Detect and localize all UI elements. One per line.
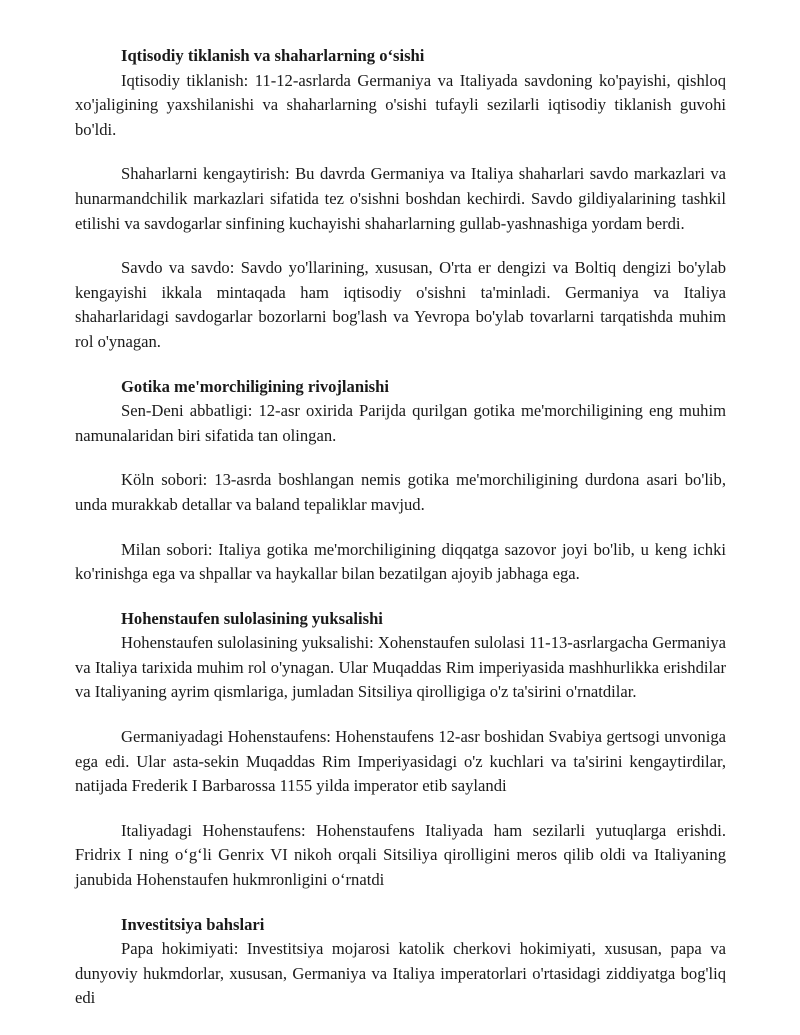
paragraph: Shaharlarni kengaytirish: Bu davrda Germaniya va Italiya shaharlari savdo markazlari va hunarmandchilik markazlari sifatida tez o'sishni boshdan kechirdi. Savdo gildiyalarining tashkil etilishi va savdogarlar sinfining kuchayishi shaharlarning gullab-yashnashiga yordam berdi. <box>75 164 726 233</box>
section-heading: Investitsiya bahslari <box>121 914 265 934</box>
section-gothic-architecture <box>75 375 726 587</box>
paragraph: Hohenstaufen sulolasining yuksalishi: Xohenstaufen sulolasi 11-13-asrlargacha Germaniya va Italiya tarixida muhim rol o'ynagan. Ular Muqaddas Rim imperiyasida mashhurlikka erishdilar va Italiyaning ayrim qismlariga, jumladan Sitsiliya qirolligiga o'z ta'sirini o'rnatdilar. <box>75 633 726 702</box>
section-investiture <box>75 913 726 1011</box>
section-economic-recovery <box>75 44 726 355</box>
paragraph: Köln sobori: 13-asrda boshlangan nemis gotika me'morchiligining durdona asari bo'lib, unda murakkab detallar va baland tepaliklar mavjud. <box>75 470 726 514</box>
section-hohenstaufen <box>75 607 726 893</box>
section-heading: Hohenstaufen sulolasining yuksalishi <box>121 608 383 628</box>
paragraph: Germaniyadagi Hohenstaufens: Hohenstaufens 12-asr boshidan Svabiya gertsogi unvoniga ega edi. Ular asta-sekin Muqaddas Rim Imperiyasidagi o'z kuchlari va ta'sirini kengaytirdilar, natijada Frederik I Barbarossa 1155 yilda imperator etib saylandi <box>75 727 726 796</box>
paragraph: Iqtisodiy tiklanish: 11-12-asrlarda Germaniya va Italiyada savdoning ko'payishi, qishloq xo'jaligining yaxshilanishi va shaharlarning o'sishi tufayli sezilarli iqtisodiy tiklanish guvohi bo'ldi. <box>75 70 726 139</box>
document-page <box>75 44 726 1011</box>
section-heading: Gotika me'morchiligining rivojlanishi <box>121 376 389 396</box>
paragraph: Italiyadagi Hohenstaufens: Hohenstaufens Italiyada ham sezilarli yutuqlarga erishdi. Fridrix I ning oʻgʻli Genrix VI nikoh orqali Sitsiliya qirolligini meros qilib oldi va Italiyaning janubida Hohenstaufen hukmronligini oʻrnatdi <box>75 820 726 890</box>
paragraph: Papa hokimiyati: Investitsiya mojarosi katolik cherkovi hokimiyati, xususan, papa va dunyoviy hukmdorlar, xususan, Germaniya va Italiya imperatorlari o'rtasidagi ziddiyatga bog'liq edi <box>75 939 726 1008</box>
paragraph: Milan sobori: Italiya gotika me'morchiligining diqqatga sazovor joyi bo'lib, u keng ichki ko'rinishga ega va shpallar va haykallar bilan bezatilgan ajoyib jabhaga ega. <box>75 539 726 584</box>
section-heading: Iqtisodiy tiklanish va shaharlarning oʻsishi <box>121 46 425 65</box>
paragraph: Savdo va savdo: Savdo yo'llarining, xususan, O'rta er dengizi va Boltiq dengizi bo'ylab kengayishi ikkala mintaqada ham iqtisodiy o'sishni ta'minladi. Germaniya va Italiya shaharlaridagi savdogarlar bozorlarni bog'lash va Yevropa bo'ylab tovarlarni tarqatishda muhim rol o'ynagan. <box>75 258 726 351</box>
paragraph: Sen-Deni abbatligi: 12-asr oxirida Parijda qurilgan gotika me'morchiligining eng muhim namunalaridan biri sifatida tan olingan. <box>75 401 726 445</box>
